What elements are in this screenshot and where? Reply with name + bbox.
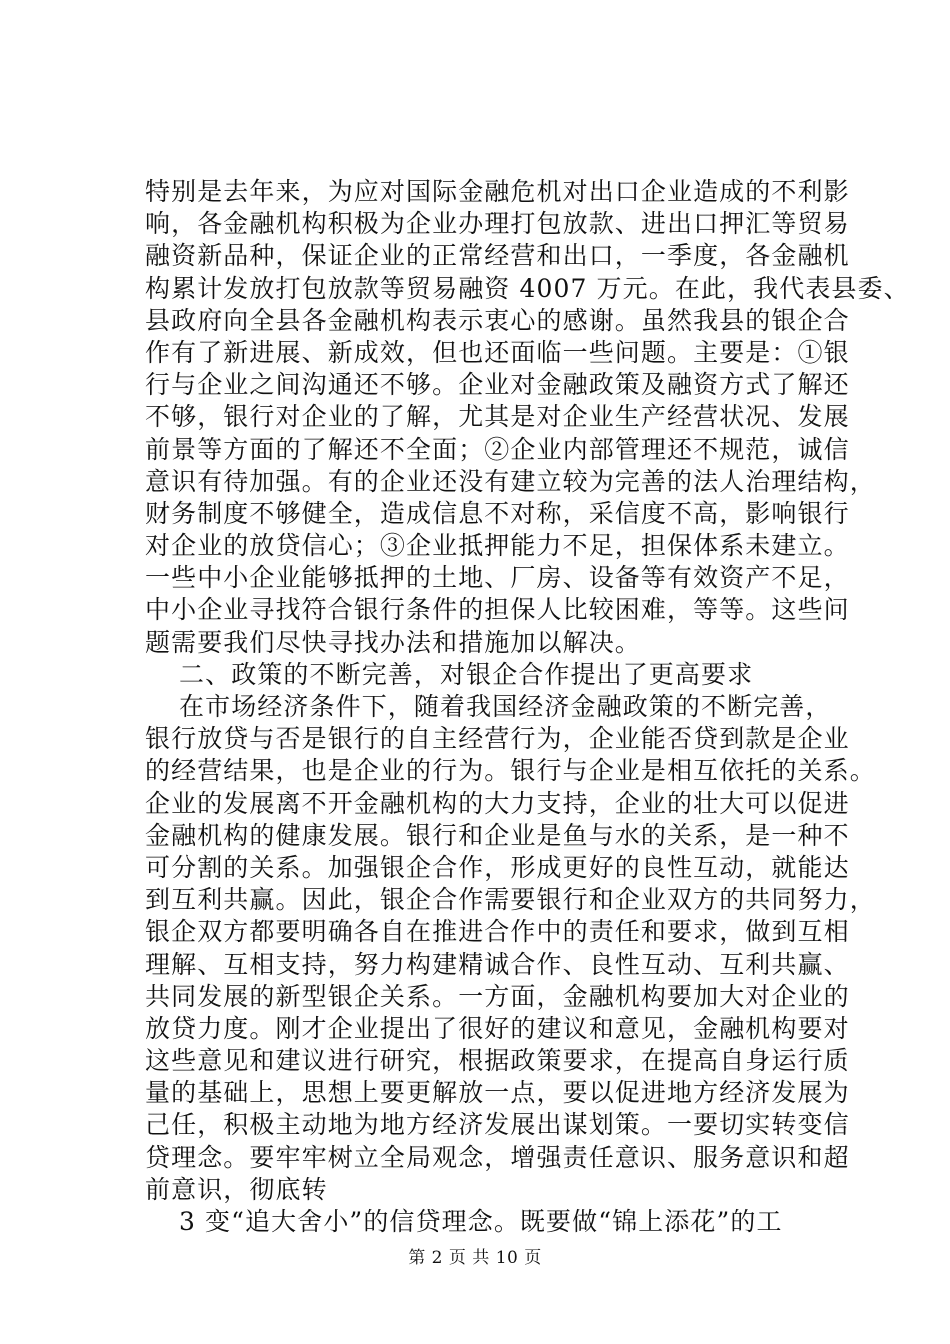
text-line: 理解、互相支持，努力构建精诚合作、良性互动、互利共赢、 [145,949,850,979]
text-line: 金融机构的健康发展。银行和企业是鱼与水的关系，是一种不 [145,820,850,850]
text-line: 财务制度不够健全，造成信息不对称，采信度不高，影响银行 [145,498,850,528]
text-line: 前意识，彻底转 [145,1174,328,1204]
page-footer [0,1243,950,1268]
text-line: 前景等方面的了解还不全面；②企业内部管理还不规范，诚信 [145,434,850,464]
text-line: 这些意见和建议进行研究，根据政策要求，在提高自身运行质 [145,1046,850,1076]
text-line: 己任，积极主动地为地方经济发展出谋划策。一要切实转变信 [145,1110,850,1140]
text-line: 县政府向全县各金融机构表示衷心的感谢。虽然我县的银企合 [145,305,850,335]
text-line: 对企业的放贷信心；③企业抵押能力不足，担保体系未建立。 [145,531,850,561]
text-line: 行与企业之间沟通还不够。企业对金融政策及融资方式了解还 [145,370,850,400]
document-body [145,176,910,1238]
text-line: 作有了新进展、新成效，但也还面临一些问题。主要是：①银 [145,337,850,367]
text-line: 响，各金融机构积极为企业办理打包放款、进出口押汇等贸易 [145,209,850,239]
text-line: 共同发展的新型银企关系。一方面，金融机构要加大对企业的 [145,981,850,1011]
text-line: 构累计发放打包放款等贸易融资 4007 万元。在此，我代表县委、 [145,273,910,303]
text-line: 企业的发展离不开金融机构的大力支持，企业的壮大可以促进 [145,788,850,818]
text-line: 放贷力度。刚才企业提出了很好的建议和意见，金融机构要对 [145,1013,850,1043]
text-line: 银行放贷与否是银行的自主经营行为，企业能否贷到款是企业 [145,724,850,754]
text-line: 量的基础上，思想上要更解放一点，要以促进地方经济发展为 [145,1078,850,1108]
text-line: 意识有待加强。有的企业还没有建立较为完善的法人治理结构， [145,466,876,496]
text-line: 不够，银行对企业的了解，尤其是对企业生产经营状况、发展 [145,402,850,432]
text-line: 题需要我们尽快寻找办法和措施加以解决。 [145,627,641,657]
text-line: 在市场经济条件下，随着我国经济金融政策的不断完善， [179,692,832,721]
text-line: 一些中小企业能够抵押的土地、厂房、设备等有效资产不足， [145,563,850,593]
text-line: 中小企业寻找符合银行条件的担保人比较困难，等等。这些问 [145,595,850,625]
text-line: 到互利共赢。因此，银企合作需要银行和企业双方的共同努力， [145,885,876,915]
text-line: 3 变“追大舍小”的信贷理念。既要做“锦上添花”的工 [179,1207,783,1236]
text-line: 银企双方都要明确各自在推进合作中的责任和要求，做到互相 [145,917,850,947]
text-line: 特别是去年来，为应对国际金融危机对出口企业造成的不利影 [145,177,850,206]
text-line: 贷理念。要牢牢树立全局观念，增强责任意识、服务意识和超 [145,1142,850,1172]
section-heading: 二、政策的不断完善，对银企合作提出了更高要求 [179,659,754,689]
text-line: 的经营结果，也是企业的行为。银行与企业是相互依托的关系。 [145,756,876,786]
page-number-label: 第 2 页 共 10 页 [408,1248,542,1268]
text-line: 可分割的关系。加强银企合作，形成更好的良性互动，就能达 [145,852,850,882]
text-line: 融资新品种，保证企业的正常经营和出口，一季度，各金融机 [145,241,850,271]
